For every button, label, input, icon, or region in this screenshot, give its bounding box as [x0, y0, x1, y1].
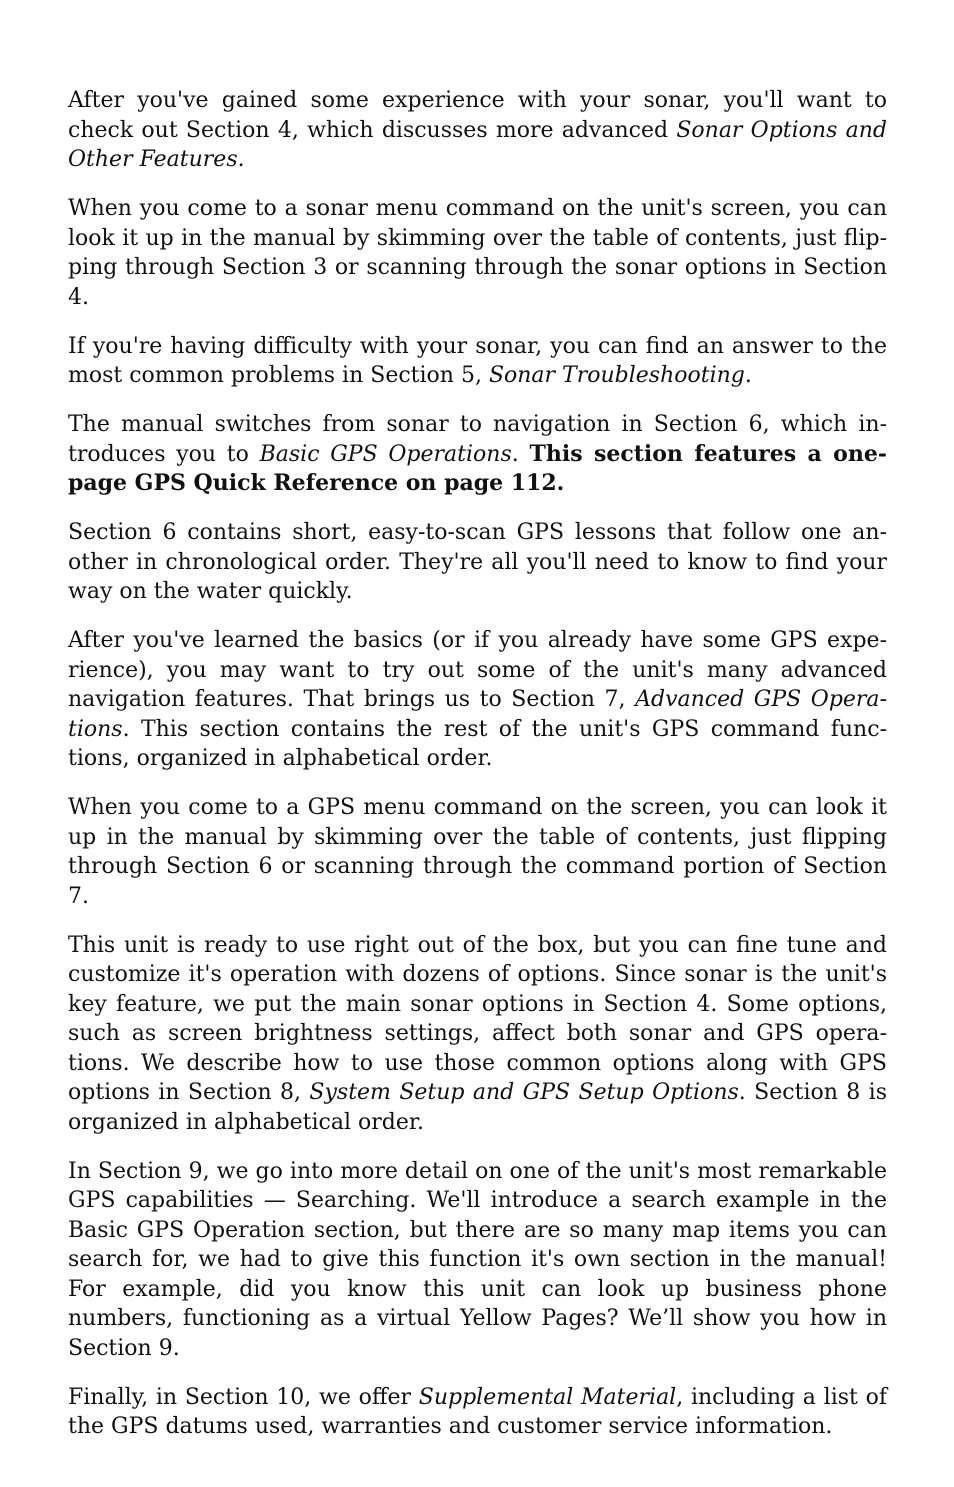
quick-reference-note: This section features a one-page GPS Quick Reference on page 112.: [68, 440, 887, 496]
section-title-supplemental: Supplemental Material: [418, 1384, 677, 1410]
text-span: .: [237, 147, 245, 172]
section-title-sonar-options: Sonar Options and Other Features: [68, 117, 887, 172]
text-span: , including a list of the GPS datums used, warranties and customer service information.: [68, 1384, 887, 1439]
paragraph-advanced-gps: [68, 626, 887, 774]
paragraph-gps-lessons: [68, 518, 887, 607]
paragraph-advanced-sonar: [68, 86, 887, 175]
paragraph-system-setup: [68, 931, 887, 1138]
paragraph-sonar-menu-lookup: [68, 194, 887, 312]
text-span: If you're having difficulty with your sonar, you can find an answer to the most common problems in Section 5,: [68, 333, 887, 388]
section-title-sonar-troubleshooting: Sonar Troubleshooting: [488, 363, 745, 388]
text-span: .: [744, 363, 752, 388]
paragraph-supplemental: [68, 1383, 887, 1442]
text-span: When you come to a GPS menu command on the screen, you can look it up in the manual by skimming over the table of contents, just flipping through Section 6 or scanning through the command portion of Section 7.: [68, 795, 887, 909]
paragraph-searching: [68, 1157, 887, 1364]
text-span: After you've learned the basics (or if you already have some GPS experience), you may want to try out some of the unit's many advanced navigation features. That brings us to Section 7,: [68, 628, 887, 712]
section-title-system-setup: System Setup and GPS Setup Options: [309, 1080, 739, 1105]
text-span: . This section contains the rest of the unit's GPS command functions, organized in alphabetical order.: [68, 716, 887, 771]
manual-page: [68, 86, 887, 1461]
text-span: .: [511, 441, 530, 467]
text-span: When you come to a sonar menu command on the unit's screen, you can look it up in the manual by skimming over the table of contents, just flipping through Section 3 or scanning through the sonar options in Section 4.: [68, 196, 887, 310]
section-title-basic-gps: Basic GPS Operations: [259, 441, 512, 467]
text-span: . Section 8 is organized in alphabetical order.: [68, 1080, 888, 1135]
text-span: The manual switches from sonar to navigation in Section 6, which introduces you to: [68, 412, 887, 467]
text-span: In Section 9, we go into more detail on one of the unit's most remarkable GPS capabilities — Searching. We'll introduce a search example in the Basic GPS Operation section, but there are so many map items you can search for, we had to give this function it's own section in the manual! For example, did you know this unit can look up business phone numbers, functioning as a virtual Yellow Pages? We’ll show you how in Section 9.: [68, 1158, 887, 1361]
text-span: After you've gained some experience with your sonar, you'll want to check out Section 4, which discusses more advanced: [68, 88, 887, 143]
paragraph-sonar-troubleshooting: [68, 332, 887, 391]
paragraph-basic-gps: [68, 410, 887, 499]
text-span: Finally, in Section 10, we offer: [68, 1384, 419, 1410]
text-span: This unit is ready to use right out of the box, but you can fine tune and customize it's operation with dozens of options. Since sonar is the unit's key feature, we put the main sonar options in Section 4. Some options, such as screen brightness settings, affect both sonar and GPS operations. We describe how to use those common options along with GPS options in Section 8,: [68, 932, 887, 1105]
paragraph-gps-menu-lookup: [68, 793, 887, 911]
section-title-advanced-gps: Advanced GPS Operations: [68, 687, 887, 742]
text-span: Section 6 contains short, easy-to-scan GPS lessons that follow one another in chronological order. They're all you'll need to know to find your way on the water quickly.: [68, 520, 887, 604]
